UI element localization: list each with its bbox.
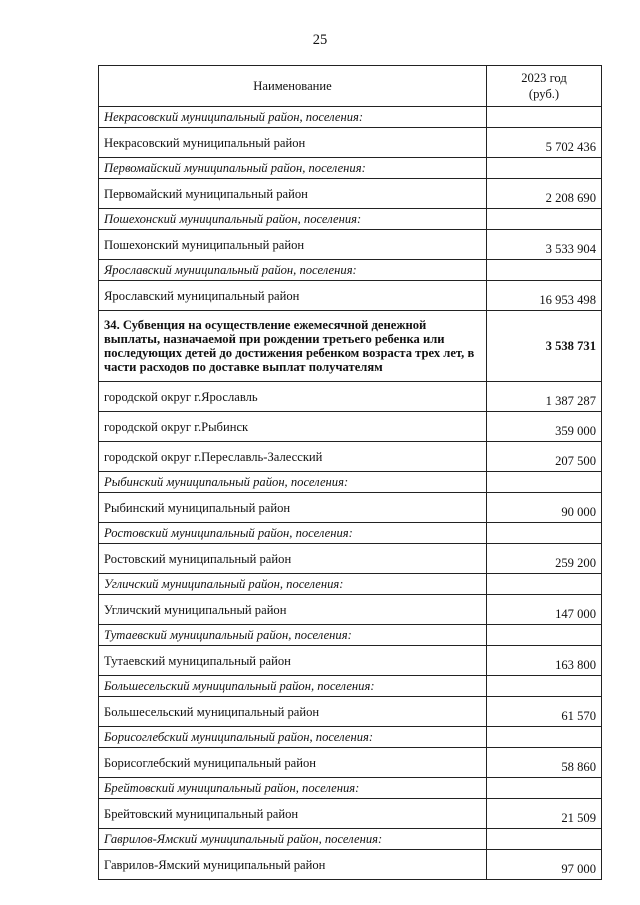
row-amount-cell: 90 000 (487, 493, 602, 523)
section-header-row (99, 574, 602, 595)
section-header-row (99, 676, 602, 697)
table-row (99, 382, 602, 412)
row-name-cell: Большесельский муниципальный район, поселения: (99, 676, 487, 697)
row-name-cell: Ярославский муниципальный район, поселения: (99, 260, 487, 281)
row-name-cell: Угличский муниципальный район, поселения: (99, 574, 487, 595)
table-header-row (99, 66, 602, 107)
row-amount-cell: 1 387 287 (487, 382, 602, 412)
table-row (99, 646, 602, 676)
table-row (99, 281, 602, 311)
row-name-cell: 34. Субвенция на осуществление ежемесячной денежной выплаты, назначаемой при рождении третьего ребенка или последующих детей до достижения ребенком возраста трех лет, в части расходов по доставке выплат получателям (99, 311, 487, 382)
column-header-year: 2023 год (521, 71, 567, 85)
table-row (99, 442, 602, 472)
section-header-row (99, 727, 602, 748)
section-header-row (99, 523, 602, 544)
table-row (99, 799, 602, 829)
row-amount-cell (487, 625, 602, 646)
row-name-cell: Тутаевский муниципальный район (99, 646, 487, 676)
row-amount-cell: 97 000 (487, 850, 602, 880)
table-row (99, 412, 602, 442)
row-amount-cell: 2 208 690 (487, 179, 602, 209)
row-name-cell: Рыбинский муниципальный район, поселения: (99, 472, 487, 493)
row-name-cell: Борисоглебский муниципальный район, поселения: (99, 727, 487, 748)
row-name-cell: Некрасовский муниципальный район, поселения: (99, 107, 487, 128)
row-name-cell: Брейтовский муниципальный район, поселения: (99, 778, 487, 799)
section-header-row (99, 107, 602, 128)
row-name-cell: Угличский муниципальный район (99, 595, 487, 625)
row-amount-cell (487, 523, 602, 544)
table-row (99, 697, 602, 727)
row-name-cell: Пошехонский муниципальный район, поселения: (99, 209, 487, 230)
row-amount-cell: 58 860 (487, 748, 602, 778)
row-amount-cell (487, 158, 602, 179)
row-name-cell: Тутаевский муниципальный район, поселения: (99, 625, 487, 646)
row-name-cell: Ярославский муниципальный район (99, 281, 487, 311)
subvention-row (99, 311, 602, 382)
table-row (99, 850, 602, 880)
column-header-amount (487, 66, 602, 107)
table-row (99, 128, 602, 158)
row-name-cell: Борисоглебский муниципальный район (99, 748, 487, 778)
row-name-cell: Гаврилов-Ямский муниципальный район, поселения: (99, 829, 487, 850)
row-name-cell: Ростовский муниципальный район, поселения: (99, 523, 487, 544)
table-row (99, 179, 602, 209)
row-amount-cell: 163 800 (487, 646, 602, 676)
budget-table (98, 65, 602, 880)
table-row (99, 230, 602, 260)
row-amount-cell (487, 727, 602, 748)
section-header-row (99, 472, 602, 493)
column-header-name: Наименование (99, 66, 487, 107)
row-name-cell: Некрасовский муниципальный район (99, 128, 487, 158)
table-row (99, 748, 602, 778)
row-amount-cell (487, 676, 602, 697)
row-name-cell: Большесельский муниципальный район (99, 697, 487, 727)
row-name-cell: Первомайский муниципальный район, поселения: (99, 158, 487, 179)
row-name-cell: Рыбинский муниципальный район (99, 493, 487, 523)
table-row (99, 493, 602, 523)
row-amount-cell: 61 570 (487, 697, 602, 727)
row-name-cell: городской округ г.Переславль-Залесский (99, 442, 487, 472)
row-amount-cell: 16 953 498 (487, 281, 602, 311)
row-amount-cell: 359 000 (487, 412, 602, 442)
row-amount-cell (487, 829, 602, 850)
row-amount-cell (487, 260, 602, 281)
row-amount-cell (487, 209, 602, 230)
row-name-cell: городской округ г.Ярославль (99, 382, 487, 412)
section-header-row (99, 778, 602, 799)
page-number: 25 (312, 32, 328, 48)
table-row (99, 595, 602, 625)
section-header-row (99, 260, 602, 281)
column-header-unit: (руб.) (528, 87, 560, 101)
row-name-cell: городской округ г.Рыбинск (99, 412, 487, 442)
row-amount-cell (487, 574, 602, 595)
row-name-cell: Пошехонский муниципальный район (99, 230, 487, 260)
table-row (99, 544, 602, 574)
row-amount-cell: 3 533 904 (487, 230, 602, 260)
row-name-cell: Брейтовский муниципальный район (99, 799, 487, 829)
section-header-row (99, 625, 602, 646)
row-amount-cell: 21 509 (487, 799, 602, 829)
row-amount-cell: 207 500 (487, 442, 602, 472)
row-name-cell: Гаврилов-Ямский муниципальный район (99, 850, 487, 880)
row-amount-cell (487, 107, 602, 128)
section-header-row (99, 158, 602, 179)
row-amount-cell: 259 200 (487, 544, 602, 574)
row-name-cell: Первомайский муниципальный район (99, 179, 487, 209)
row-amount-cell: 5 702 436 (487, 128, 602, 158)
row-amount-cell: 3 538 731 (487, 311, 602, 382)
row-amount-cell (487, 472, 602, 493)
section-header-row (99, 829, 602, 850)
table-body (99, 107, 602, 880)
section-header-row (99, 209, 602, 230)
row-name-cell: Ростовский муниципальный район (99, 544, 487, 574)
row-amount-cell (487, 778, 602, 799)
row-amount-cell: 147 000 (487, 595, 602, 625)
